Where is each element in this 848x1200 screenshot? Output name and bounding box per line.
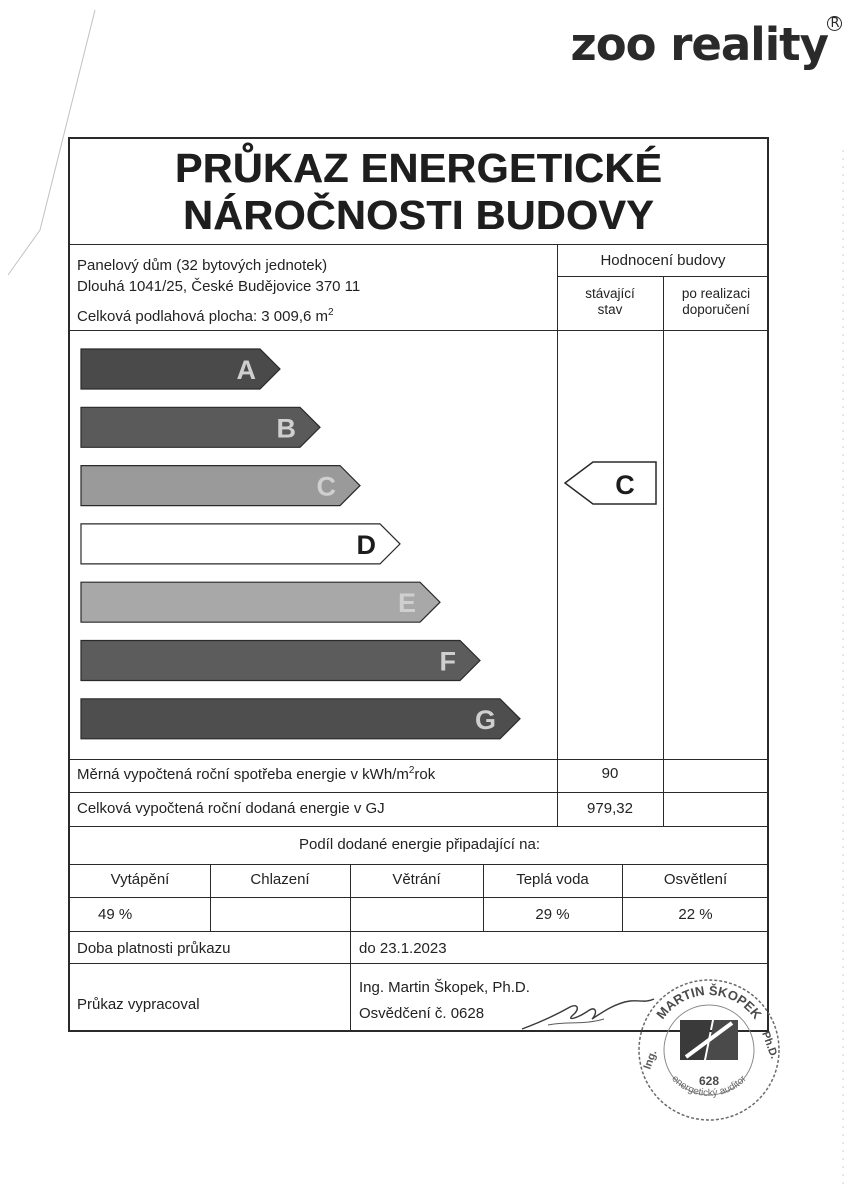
- brand-logo: [570, 16, 839, 71]
- title-line-2: NÁROČNOSTI BUDOVY: [183, 192, 654, 238]
- share-lighting-value: 22 %: [678, 906, 713, 923]
- stamp-right-text: Ph.D.: [759, 1029, 781, 1061]
- registered-mark: R: [827, 16, 842, 31]
- energy-class-g: [81, 699, 520, 739]
- share-ventilation-label: Větrání: [392, 871, 441, 888]
- energy-class-label-e: E: [397, 588, 416, 619]
- share-hot-water-value: 29 %: [535, 906, 570, 923]
- title-line-1: PRŮKAZ ENERGETICKÉ: [174, 145, 663, 191]
- stamp-top-text: [653, 983, 765, 1022]
- energy-class-d: [81, 524, 400, 564]
- floor-area-label: Celková podlahová plocha: 3 009,6 m: [77, 308, 329, 325]
- author-label: Průkaz vypracoval: [77, 996, 200, 1013]
- energy-class-label-b: B: [276, 413, 296, 444]
- share-heating-value: 49 %: [98, 906, 133, 923]
- floor-area: [77, 307, 334, 325]
- share-hot-water-label: Teplá voda: [516, 871, 589, 888]
- energy-class-arrow-d: [81, 524, 400, 564]
- energy-class-label-g: G: [474, 704, 496, 735]
- energy-class-e: [81, 582, 440, 622]
- stamp-number: 628: [698, 1074, 720, 1088]
- energy-class-label-f: F: [439, 646, 456, 677]
- specific-consumption-text: Měrná vypočtená roční spotřeba energie v kWh/m: [77, 766, 409, 783]
- specific-consumption-value: 90: [601, 765, 619, 782]
- share-cooling-label: Chlazení: [250, 871, 310, 888]
- total-energy-label: Celková vypočtená roční dodaná energie v GJ: [77, 800, 385, 817]
- rating-header-title: Hodnocení budovy: [600, 252, 726, 269]
- energy-share-title: Podíl dodané energie připadající na:: [298, 836, 540, 853]
- energy-class-arrow-g: [81, 699, 520, 739]
- auditor-stamp: [634, 975, 784, 1125]
- rating-current-line-1: stávající: [585, 286, 635, 301]
- current-class-indicator: [562, 457, 662, 509]
- specific-consumption-label: [77, 765, 435, 783]
- certificate-title: [70, 139, 767, 250]
- stamp-top-path: MARTIN ŠKOPEK: [653, 982, 765, 1022]
- rating-after-line-1: po realizaci: [681, 286, 751, 301]
- energy-class-label-d: D: [356, 529, 376, 560]
- share-heating-label: Vytápění: [110, 871, 170, 888]
- current-class-letter: C: [615, 470, 635, 500]
- total-energy-value: 979,32: [587, 800, 633, 817]
- rating-header-after: [663, 286, 769, 318]
- rating-current-line-2: stav: [597, 302, 623, 317]
- building-address: Dlouhá 1041/25, České Budějovice 370 11: [77, 278, 361, 295]
- logo-text: zoo reality: [570, 18, 828, 71]
- energy-class-label-a: A: [236, 355, 256, 385]
- energy-class-f: [81, 641, 480, 681]
- specific-consumption-unit: rok: [414, 766, 436, 783]
- energy-class-b: [81, 407, 320, 447]
- rating-after-line-2: doporučení: [682, 302, 750, 317]
- stamp-left-text: Ing.: [641, 1048, 660, 1072]
- floor-area-unit-sup: 2: [328, 307, 334, 318]
- author-certificate: Osvědčení č. 0628: [359, 1005, 485, 1022]
- building-type: Panelový dům (32 bytových jednotek): [77, 257, 328, 274]
- stamp-emblem-icon: [680, 1020, 738, 1060]
- share-lighting-label: Osvětlení: [663, 871, 728, 888]
- energy-certificate: [68, 137, 769, 1032]
- energy-class-a: [81, 349, 280, 389]
- energy-class-arrow-e: [81, 582, 440, 622]
- rating-header-current: [557, 286, 663, 318]
- stamp-bottom-path: energetický auditor: [669, 1073, 749, 1099]
- energy-class-arrow-f: [81, 641, 480, 681]
- specific-consumption-sup: 2: [408, 765, 415, 776]
- energy-class-c: [81, 466, 360, 506]
- energy-class-label-c: C: [316, 471, 336, 502]
- author-name: Ing. Martin Škopek, Ph.D.: [359, 979, 530, 996]
- energy-class-scale: [80, 347, 550, 747]
- validity-label: Doba platnosti průkazu: [77, 940, 231, 957]
- validity-value: do 23.1.2023: [359, 940, 447, 957]
